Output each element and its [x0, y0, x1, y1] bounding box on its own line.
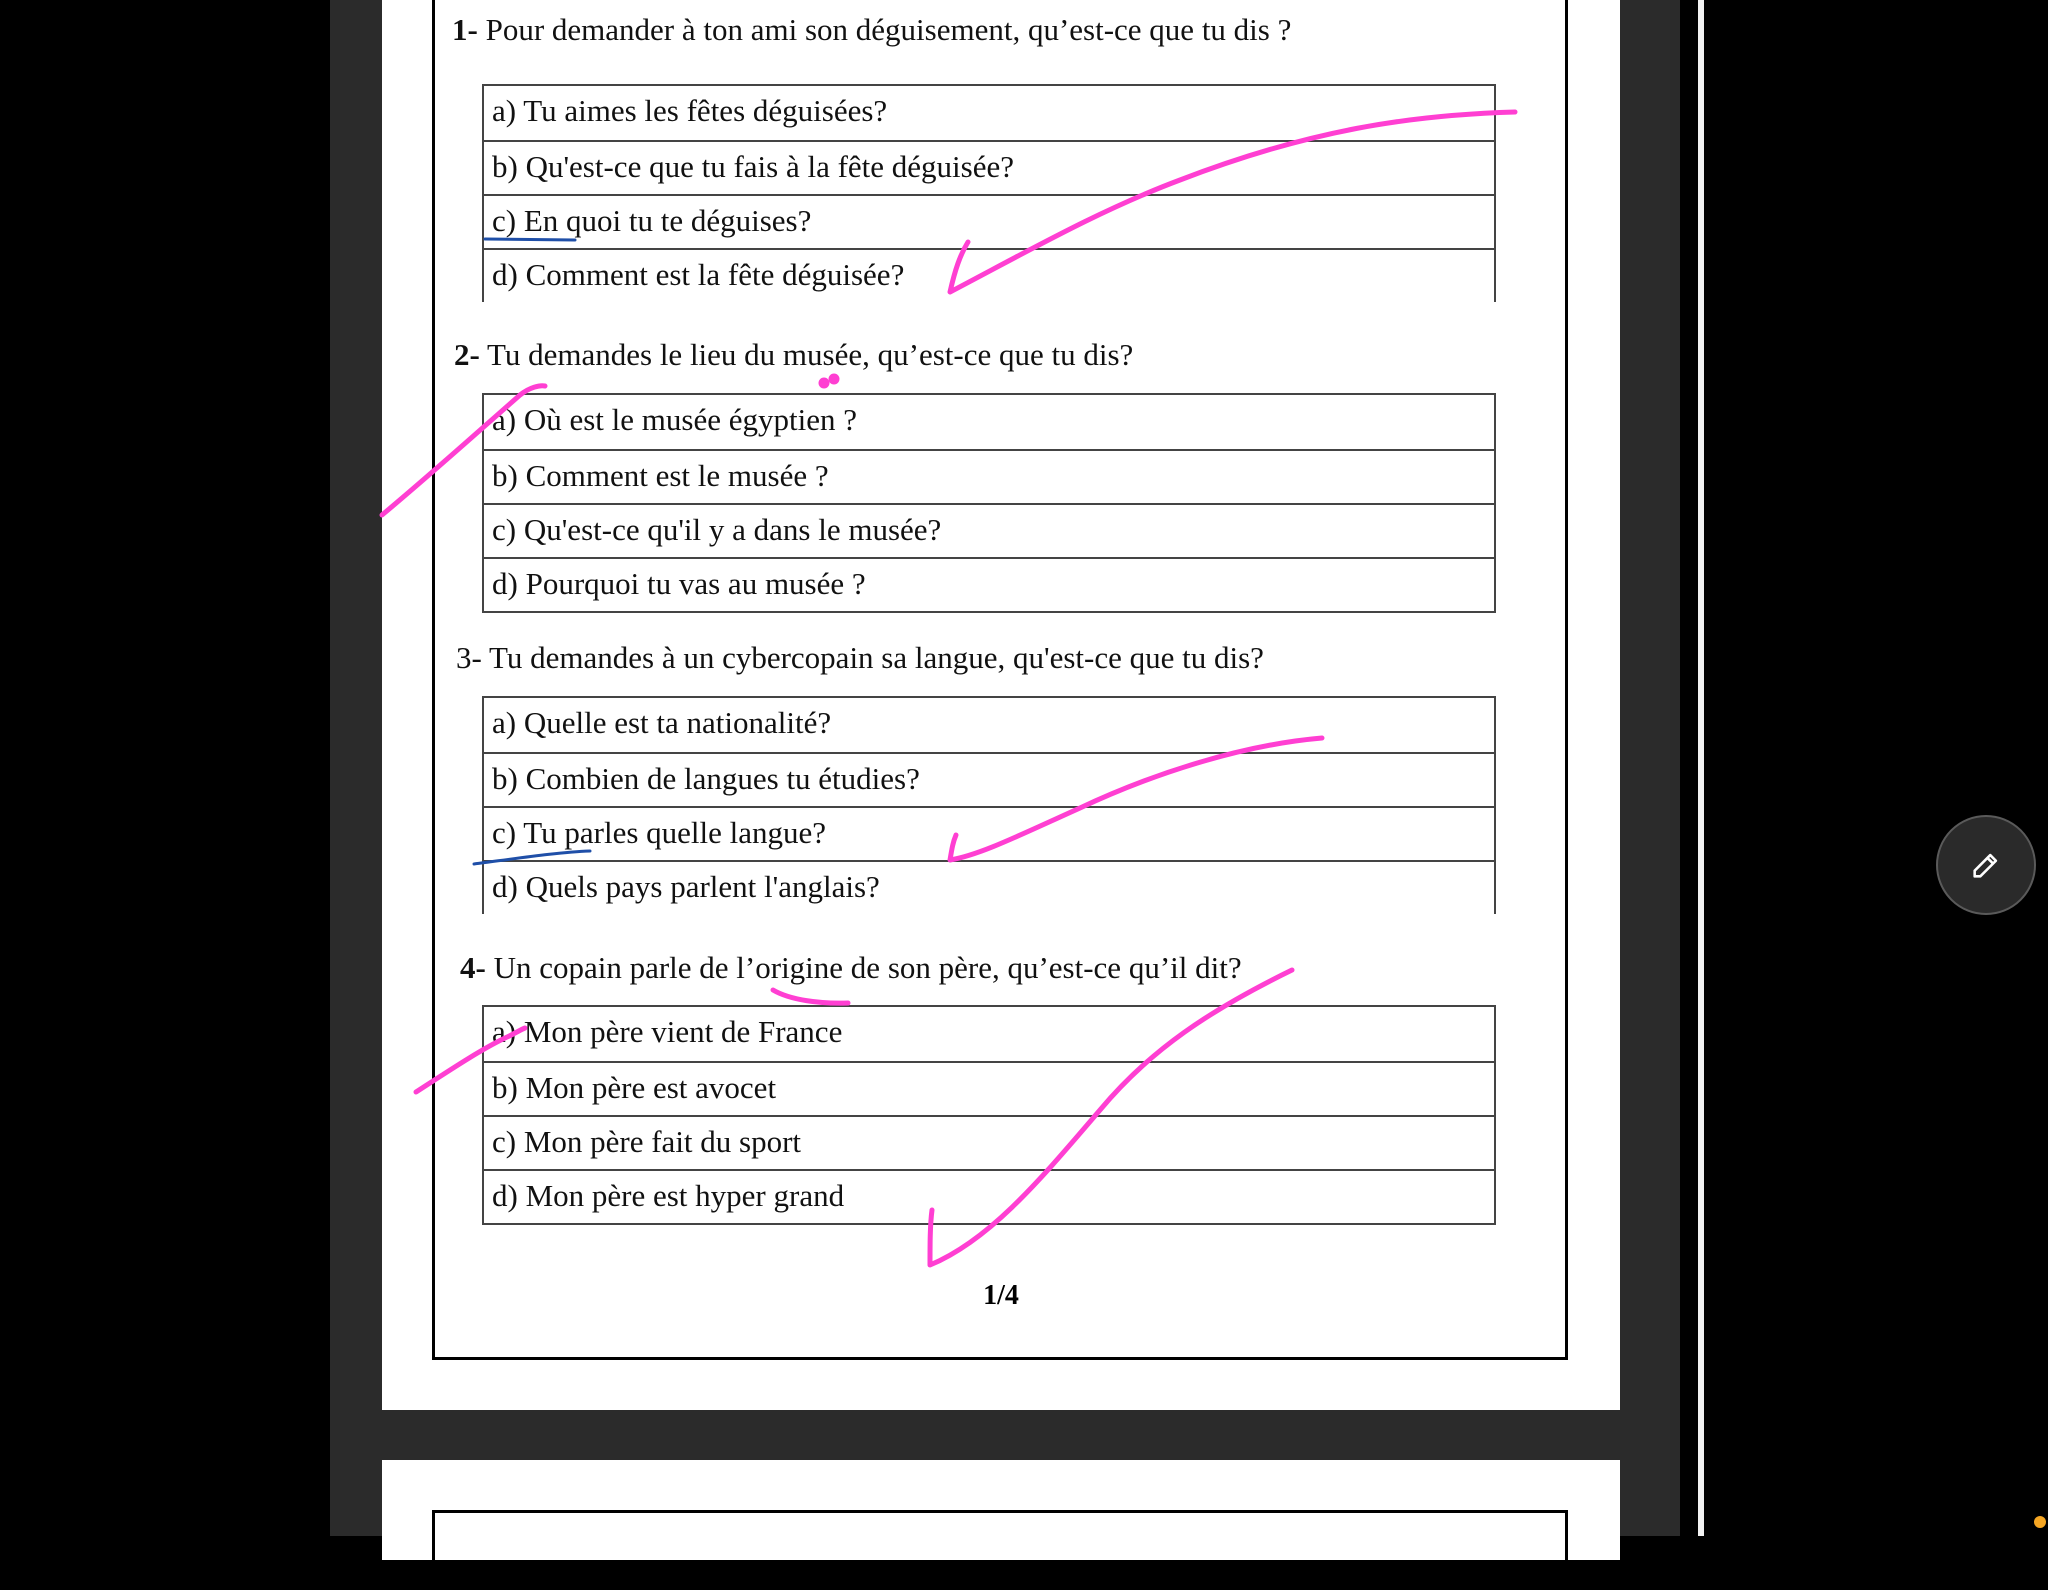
question-number: 2-	[454, 337, 480, 372]
question-number: 3-	[456, 640, 482, 675]
document-page	[382, 0, 1620, 1410]
answer-option: a) Quelle est ta nationalité?	[492, 705, 832, 740]
answer-option: a) Tu aimes les fêtes déguisées?	[492, 93, 888, 128]
scrollbar-track[interactable]	[1698, 0, 1704, 1536]
answer-option: d) Mon père est hyper grand	[484, 1169, 1494, 1223]
pencil-icon	[1969, 848, 2003, 882]
answer-table-2	[482, 393, 1496, 613]
answer-table-4	[482, 1005, 1496, 1225]
answer-option: c) Qu'est-ce qu'il y a dans le musée?	[484, 503, 1494, 557]
question-number: 1-	[452, 12, 478, 47]
status-indicator	[2034, 1516, 2046, 1528]
answer-option: b) Comment est le musée ?	[484, 449, 1494, 503]
question-text: Un copain parle de l’origine de son père, qu’est-ce qu’il dit?	[485, 950, 1242, 985]
edit-annotation-button[interactable]	[1936, 815, 2036, 915]
answer-option: c) Tu parles quelle langue?	[484, 806, 1494, 860]
question-text: Tu demandes le lieu du musée, qu’est-ce que tu dis?	[479, 337, 1134, 372]
answer-option: c) En quoi tu te déguises?	[484, 194, 1494, 248]
answer-option: a) Où est le musée égyptien ?	[492, 402, 857, 437]
page-number: 1/4	[983, 1280, 1019, 1311]
question-2	[454, 337, 1133, 373]
page-border	[432, 1510, 1568, 1590]
question-1	[452, 12, 1291, 48]
question-text: Tu demandes à un cybercopain sa langue, qu'est-ce que tu dis?	[481, 640, 1264, 675]
answer-option: b) Mon père est avocet	[484, 1061, 1494, 1115]
question-number: 4-	[460, 950, 486, 985]
answer-option: b) Qu'est-ce que tu fais à la fête déguisée?	[484, 140, 1494, 194]
answer-option: d) Quels pays parlent l'anglais?	[484, 860, 1494, 914]
answer-option: c) Mon père fait du sport	[484, 1115, 1494, 1169]
answer-option: d) Pourquoi tu vas au musée ?	[484, 557, 1494, 611]
question-text: Pour demander à ton ami son déguisement, qu’est-ce que tu dis ?	[477, 12, 1292, 47]
answer-option: d) Comment est la fête déguisée?	[484, 248, 1494, 302]
answer-option: a) Mon père vient de France	[492, 1014, 843, 1049]
question-3	[456, 640, 1264, 676]
next-document-page	[382, 1460, 1620, 1560]
answer-option: b) Combien de langues tu étudies?	[484, 752, 1494, 806]
answer-table-3	[482, 696, 1496, 914]
question-4	[460, 950, 1242, 986]
answer-table-1	[482, 84, 1496, 302]
